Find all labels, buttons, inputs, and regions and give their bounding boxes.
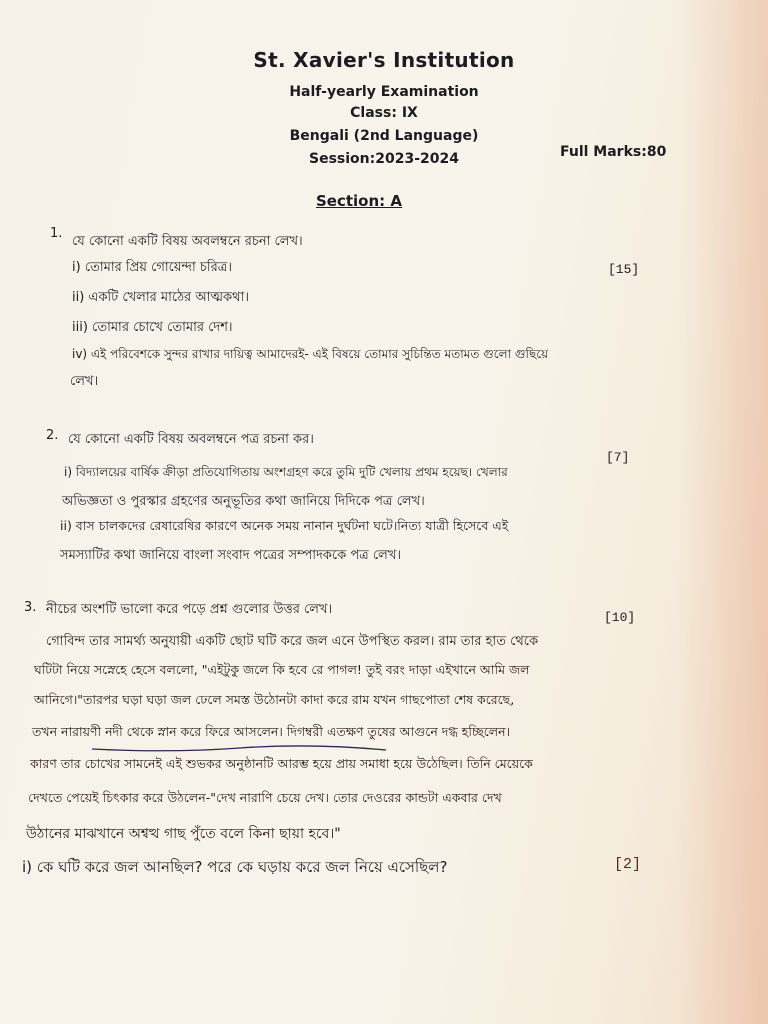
section-heading: Section: A <box>316 192 402 210</box>
q1-option: iv) এই পরিবেশকে সুন্দর রাখার দায়িত্ব আমাদেরই- এই বিষয়ে তোমার সুচিন্তিত মতামত গুলো গুছিয়ে <box>72 347 549 361</box>
q3-subquestion-marks: [2] <box>614 856 642 873</box>
exam-name: Half-yearly Examination <box>289 84 479 100</box>
full-marks: Full Marks:80 <box>560 144 667 160</box>
passage-line: তখন নারায়ণী নদী থেকে স্নান করে ফিরে আসলেন। দিগম্বরী এতক্ষণ তুষের আগুনে দগ্ধ হচ্ছিলেন। <box>32 724 511 739</box>
class-label: Class: IX <box>350 105 418 121</box>
institution-title: St. Xavier's Institution <box>253 48 515 72</box>
q2-line: অভিজ্ঞতা ও পুরস্কার গ্রহণের অনুভূতির কথা জানিয়ে দিদিকে পত্র লেখ। <box>62 494 425 509</box>
q3-prompt: নীচের অংশটি ভালো করে পড়ে প্রশ্ন গুলোর উত্তর লেখ। <box>46 602 333 617</box>
q1-number: 1. <box>50 226 63 241</box>
q2-line: সমস্যাটির কথা জানিয়ে বাংলা সংবাদ পত্রের সম্পাদককে পত্র লেখ। <box>60 548 402 563</box>
q3-marks: [10] <box>604 610 636 625</box>
q2-marks: [7] <box>606 450 630 465</box>
passage-line: কারণ তার চোখের সামনেই এই শুভকর অনুষ্ঠানটি আরম্ভ হয়ে প্রায় সমাধা হয়ে উঠেছিল। তিনি মেয়েকে <box>30 756 533 771</box>
passage-line: ঘটিটা নিয়ে সস্নেহে হেসে বললো, "এইটুকু জলে কি হবে রে পাগল! তুই বরং দাড়া এইখানে আমি জল <box>34 662 530 677</box>
passage-line: উঠানের মাঝখানে অশ্বত্থ গাছ পুঁতে বলে কিনা ছায়া হবে।" <box>26 826 341 842</box>
q2-number: 2. <box>46 428 59 443</box>
session-label: Session:2023-2024 <box>309 151 459 167</box>
q1-option: i) তোমার প্রিয় গোয়েন্দা চরিত্র। <box>72 260 232 275</box>
q3-number: 3. <box>24 600 37 615</box>
q2-prompt: যে কোনো একটি বিষয় অবলম্বনে পত্র রচনা কর। <box>68 432 314 447</box>
passage-line: আনিগে।"তারপর ঘড়া ঘড়া জল ঢেলে সমস্ত উঠোনটা কাদা করে রাম যখন গাছপোতা শেষ করেছে, <box>34 692 515 707</box>
q1-marks: [15] <box>608 262 640 277</box>
subject-label: Bengali (2nd Language) <box>289 128 479 144</box>
q1-option: ii) একটি খেলার মাঠের আত্মকথা। <box>72 290 249 305</box>
q1-option: iii) তোমার চোখে তোমার দেশ। <box>72 320 233 335</box>
passage-line: দেখতে পেয়েই চিৎকার করে উঠলেন-"দেখ নারাণি চেয়ে দেখ। তোর দেওরের কান্ডটা একবার দেখ <box>28 790 502 805</box>
q2-line: i) বিদ্যালয়ের বার্ষিক ক্রীড়া প্রতিযোগিতায় অংশগ্রহণ করে তুমি দুটি খেলায় প্রথম হয়েছ। খেলার <box>64 465 508 479</box>
q1-option-cont: লেখ। <box>70 374 99 389</box>
pen-underline <box>90 744 390 754</box>
q3-subquestion: i) কে ঘটি করে জল আনছিল? পরে কে ঘড়ায় করে জল নিয়ে এসেছিল? <box>22 858 448 876</box>
passage-line: গোবিন্দ তার সামর্থ্য অনুযায়ী একটি ছোট ঘটি করে জল এনে উপস্থিত করল। রাম তার হাত থেকে <box>46 634 539 649</box>
q1-prompt: যে কোনো একটি বিষয় অবলম্বনে রচনা লেখ। <box>72 234 303 249</box>
q2-line: ii) বাস চালকদের রেষারেষির কারণে অনেক সময় নানান দুর্ঘটনা ঘটে।নিত্য যাত্রী হিসেবে এই <box>60 518 509 533</box>
